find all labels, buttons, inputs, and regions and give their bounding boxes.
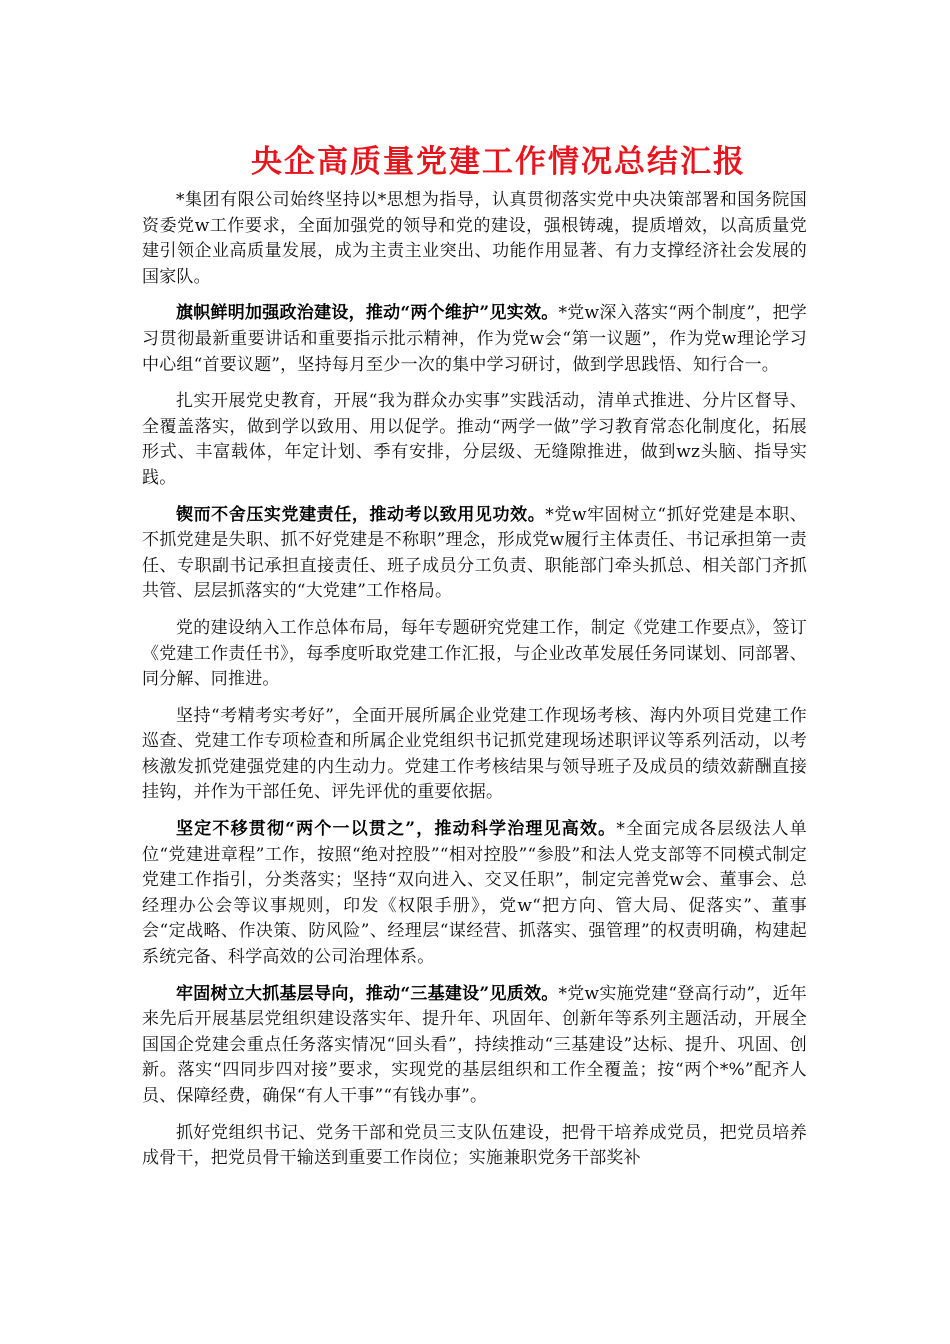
paragraph-text: *党w深入落实“两个制度”，把学习贯彻最新重要讲话和重要指示批示精神，作为党w会“第一议题”，作为党w理论学习中心组“首要议题”，坚持每月至少一次的集中学习研讨，做到学思践悟、知行合一。: [142, 303, 808, 375]
paragraph-text: *集团有限公司始终坚持以*思想为指导，认真贯彻落实党中央决策部署和国务院国资委党w工作要求，全面加强党的领导和党的建设，强根铸魂，提质增效，以高质量党建引领企业高质量发展，成为主责主业突出、功能作用显著、有力支撑经济社会发展的国家队。: [142, 190, 807, 287]
paragraph-governance: [142, 817, 807, 971]
paragraph-grassroots: [142, 982, 807, 1110]
paragraph-text: *全面完成各层级法人单位“党建进章程”工作，按照“绝对控股”“相对控股”“参股”和法人党支部等不同模式制定党建工作指引，分类落实；坚持“双向进入、交叉任职”，制定完善党w会、董事会、总经理办公会等议事规则，印发《权限手册》，党w“把方向、管大局、促落实”、董事会“定战略、作决策、防风险”、经理层“谋经营、抓落实、强管理”的权责明确，构建起系统完备、科学高效的公司治理体系。: [142, 819, 807, 968]
paragraph-text: 党的建设纳入工作总体布局，每年专题研究党建工作，制定《党建工作要点》，签订《党建工作责任书》，每季度听取党建工作汇报，与企业改革发展任务同谋划、同部署、同分解、同推进。: [142, 617, 807, 690]
paragraph-lead: 旗帜鲜明加强政治建设，推动“两个维护”见实效。: [176, 303, 559, 324]
paragraph-party-responsibility: [142, 503, 807, 605]
document-page: [142, 136, 807, 1183]
paragraph-lead: 牢固树立大抓基层导向，推动“三基建设”见质效。: [176, 983, 559, 1004]
document-title: 央企高质量党建工作情况总结汇报: [251, 144, 746, 180]
paragraph-lead: 锲而不舍压实党建责任，推动考以致用见功效。: [176, 504, 546, 525]
paragraph-text: 抓好党组织书记、党务干部和党员三支队伍建设，把骨干培养成党员，把党员培养成骨干，把党员骨干输送到重要工作岗位；实施兼职党务干部奖补: [142, 1122, 807, 1169]
paragraph-text: *党w牢固树立“抓好党建是本职、不抓党建是失职、抓不好党建是不称职”理念，形成党w履行主体责任、书记承担第一责任、专职副书记承担直接责任、班子成员分工负责、职能部门牵头抓总、相关部门齐抓共管、层层抓落实的“大党建”工作格局。: [142, 504, 807, 602]
paragraph-text: *党w实施党建“登高行动”，近年来先后开展基层党组织建设落实年、提升年、巩固年、创新年等系列主题活动，开展全国国企党建会重点任务落实情况“回头看”，持续推动“三基建设”达标、提升、巩固、创新。落实“四同步四对接”要求，实现党的基层组织和工作全覆盖；按“两个*%”配齐人员、保障经费，确保“有人干事”“有钱办事”。: [142, 983, 808, 1106]
paragraph-text: 坚持“考精考实考好”，全面开展所属企业党建工作现场考核、海内外项目党建工作巡查、党建工作专项检查和所属企业党组织书记抓党建现场述职评议等系列活动，以考核激发抓党建强党建的内生动力。党建工作考核结果与领导班子及成员的绩效薪酬直接挂钩，并作为干部任免、评先评优的重要依据。: [142, 705, 807, 803]
paragraph-intro: [142, 188, 807, 290]
paragraph-assessment: [142, 704, 807, 806]
paragraph-party-history-education: [142, 389, 807, 491]
paragraph-political-building: [142, 301, 807, 378]
paragraph-lead: 坚定不移贯彻“两个一以贯之”，推动科学治理见高效。: [176, 819, 617, 840]
paragraph-overall-layout: [142, 616, 807, 693]
paragraph-text: 扎实开展党史教育，开展“我为群众办实事”实践活动，清单式推进、分片区督导、全覆盖落实，做到学以致用、用以促学。推动“两学一做”学习教育常态化制度化，拓展形式、丰富载体，年定计划、季有安排，分层级、无缝隙推进，做到wz头脑、指导实践。: [142, 391, 807, 488]
paragraph-team-building: [142, 1121, 807, 1172]
